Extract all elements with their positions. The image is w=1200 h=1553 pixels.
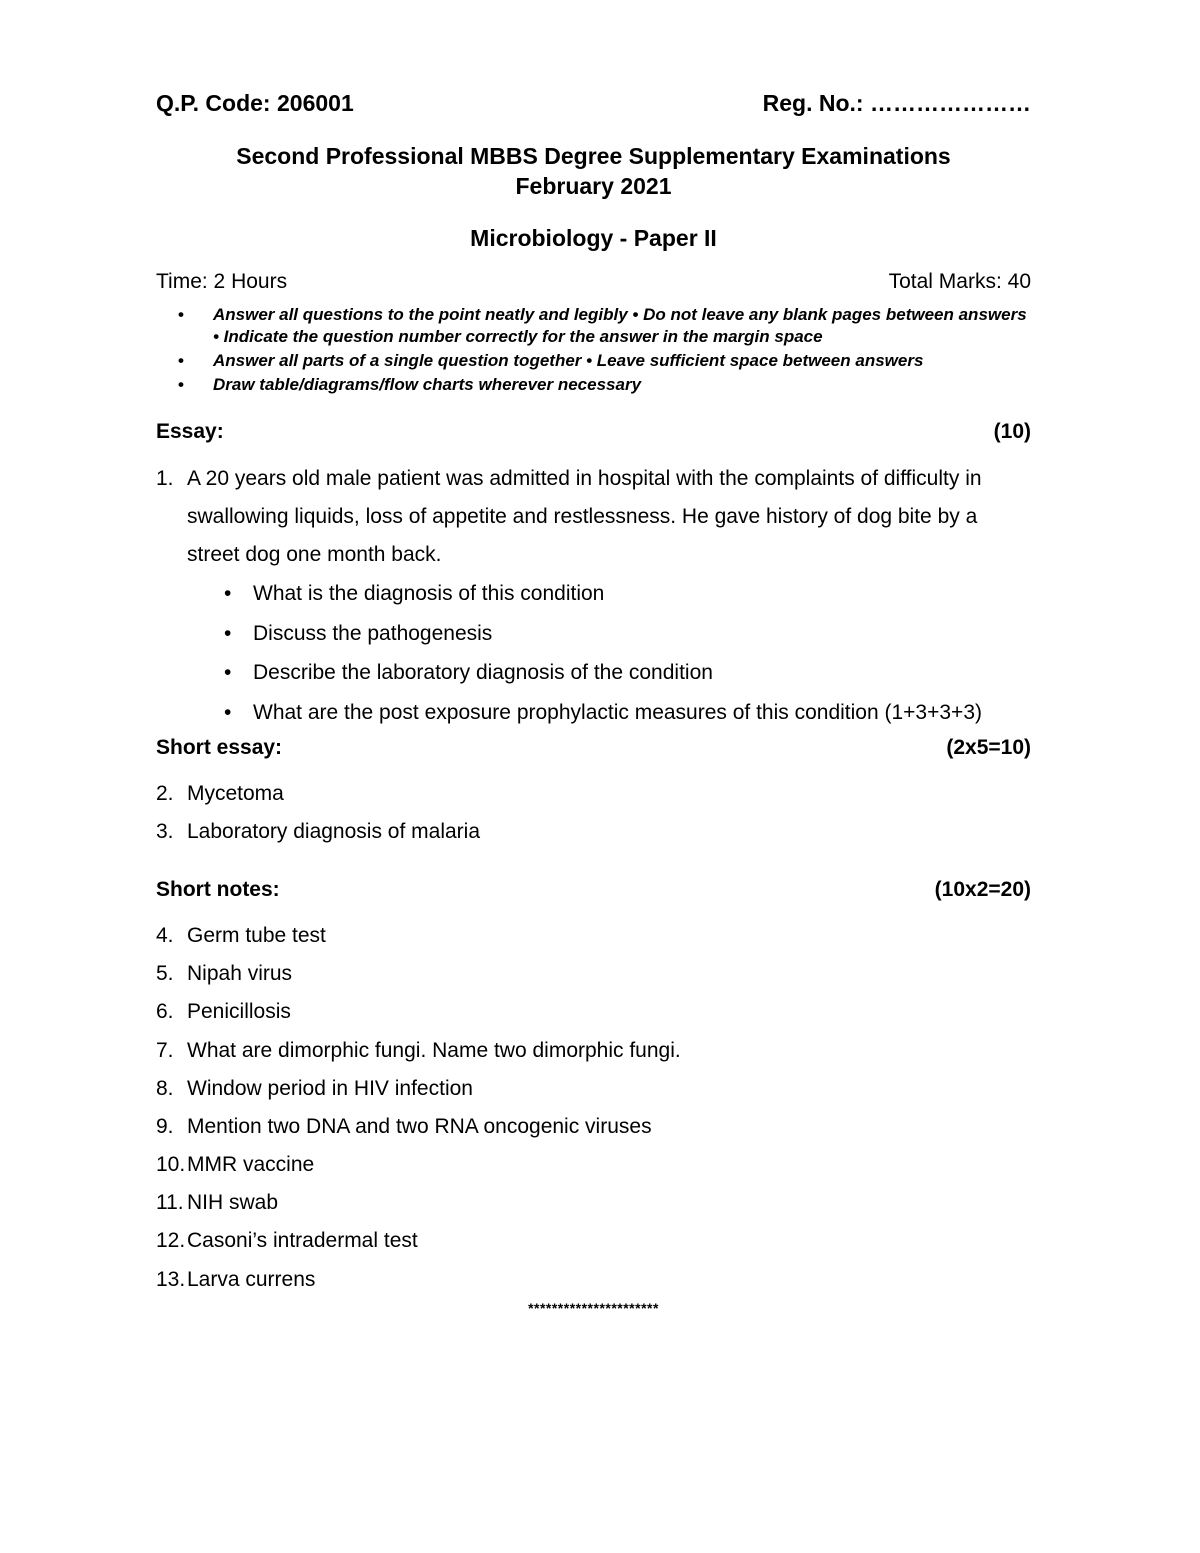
question-text: Mention two DNA and two RNA oncogenic viruses — [187, 1115, 652, 1138]
exam-title-line1: Second Professional MBBS Degree Supplementary Examinations — [236, 143, 951, 169]
list-item — [156, 997, 291, 1027]
list-item — [156, 779, 284, 809]
question-text: Germ tube test — [187, 924, 326, 947]
list-item — [156, 921, 326, 951]
question-number: 11. — [156, 1191, 184, 1214]
section-title: Short essay: — [156, 736, 283, 759]
question-text: Penicillosis — [187, 1000, 291, 1023]
question-text: Window period in HIV infection — [187, 1077, 473, 1100]
essay-question-parts — [156, 574, 1031, 732]
list-item — [156, 1226, 418, 1256]
section-marks: (10) — [993, 420, 1031, 443]
question-number: 3. — [156, 820, 174, 843]
question-number: 9. — [156, 1115, 174, 1138]
question-text: NIH swab — [187, 1191, 279, 1214]
question-text: Larva currens — [187, 1268, 316, 1291]
exam-title — [156, 141, 1031, 201]
instruction-item: • Answer all parts of a single question together • Leave sufficient space between answers — [156, 350, 1031, 372]
question-number: 12. — [156, 1229, 186, 1252]
reg-no: Reg. No.: ………………… — [762, 90, 1031, 116]
instructions-list — [156, 304, 1031, 398]
section-title: Essay: — [156, 420, 224, 443]
section-title: Short notes: — [156, 878, 280, 901]
list-item — [156, 1265, 315, 1295]
time-marks-row — [156, 270, 1031, 294]
question-part: • What are the post exposure prophylactic measures of this condition (1+3+3+3) — [156, 693, 1031, 733]
section-marks: (10x2=20) — [934, 878, 1031, 901]
question-number: 2. — [156, 782, 174, 805]
exam-title-line2: February 2021 — [515, 173, 672, 199]
list-item — [156, 1188, 278, 1218]
question-part: • Describe the laboratory diagnosis of the condition — [156, 653, 1031, 693]
essay-section-heading — [156, 420, 1031, 444]
question-text: Laboratory diagnosis of malaria — [187, 820, 480, 843]
question-number: 5. — [156, 962, 174, 985]
list-item — [156, 959, 292, 989]
question-text: Nipah virus — [187, 962, 293, 985]
instruction-item: • Answer all questions to the point neatly and legibly • Do not leave any blank pages between answers • Indicate the question number correctly for the answer in the margin space — [156, 304, 1031, 348]
list-item — [156, 1036, 681, 1066]
total-marks: Total Marks: 40 — [888, 270, 1031, 293]
short-notes-section-heading — [156, 878, 1031, 902]
question-part: • Discuss the pathogenesis — [156, 614, 1031, 654]
list-item — [156, 1150, 314, 1180]
paper-title: Microbiology - Paper II — [470, 225, 717, 251]
question-number: 13. — [156, 1268, 186, 1291]
question-text: Mycetoma — [187, 782, 284, 805]
exam-time: Time: 2 Hours — [156, 270, 288, 293]
header-row — [156, 90, 1031, 117]
question-part: • What is the diagnosis of this condition — [156, 574, 1031, 614]
question-text: Casoni’s intradermal test — [187, 1229, 418, 1252]
question-number: 6. — [156, 1000, 174, 1023]
list-item — [156, 1112, 652, 1142]
question-number: 8. — [156, 1077, 174, 1100]
list-item — [156, 1074, 473, 1104]
question-number: 1. — [156, 467, 174, 490]
list-item — [156, 817, 480, 847]
question-text: MMR vaccine — [187, 1153, 315, 1176]
essay-question — [156, 460, 1031, 574]
short-essay-section-heading — [156, 736, 1031, 760]
question-text: What are dimorphic fungi. Name two dimorphic fungi. — [187, 1039, 681, 1062]
section-marks: (2x5=10) — [946, 736, 1031, 759]
question-number: 10. — [156, 1153, 186, 1176]
end-marker: ********************** — [528, 1300, 659, 1316]
qp-code: Q.P. Code: 206001 — [156, 90, 354, 116]
question-number: 4. — [156, 924, 174, 947]
instruction-item: • Draw table/diagrams/flow charts wherever necessary — [156, 374, 1031, 396]
question-number: 7. — [156, 1039, 174, 1062]
question-text: A 20 years old male patient was admitted in hospital with the complaints of difficulty in swallowing liquids, loss of appetite and restlessness. He gave history of dog bite by a street dog one month back. — [187, 467, 982, 566]
